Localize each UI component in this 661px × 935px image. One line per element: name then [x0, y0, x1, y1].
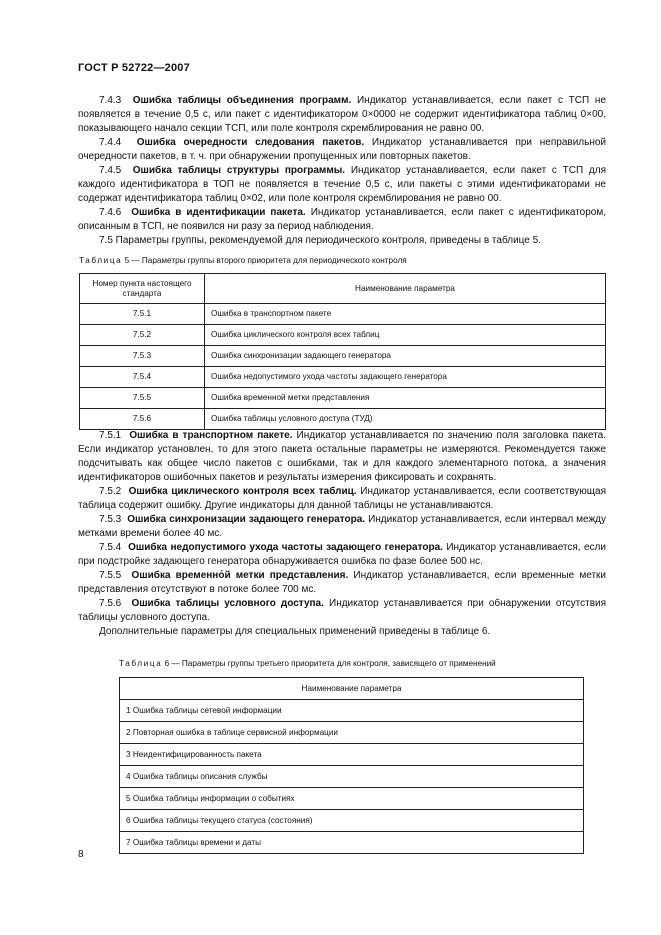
table5-cell-name: Ошибка недопустимого ухода частоты задающего генератора	[205, 367, 606, 388]
paragraph-7-4-5: 7.4.5 Ошибка таблицы структуры программы. Индикатор устанавливается, если пакет с ТСП для каждого идентификатора в ТОП не появляется в течение 0,5 с, или пакеты с этими идентификаторами не содержат идентификатора таблиц 0×02, или поле контроля скремблирования не равно 00.	[78, 165, 607, 204]
paragraph-7-5-6: 7.5.6 Ошибка таблицы условного доступа. Индикатор устанавливается при обнаружении отсутствия таблицы условного доступа.	[78, 598, 607, 623]
table5-cell-name: Ошибка синхронизации задающего генератора	[205, 346, 606, 367]
table-row	[80, 388, 606, 409]
paragraph-7-5-4: 7.5.4 Ошибка недопустимого ухода частоты задающего генератора. Индикатор устанавливается, если при подстройке задающего генератора обнаруживается ошибка по фазе более 500 нс.	[78, 542, 606, 567]
table-row	[80, 367, 606, 388]
table5-col1-header: Номер пункта настоящего стандарта	[80, 274, 205, 304]
paragraph-7-4-4: 7.4.4 Ошибка очередности следования пакетов. Индикатор устанавливается при неправильной очередности пакетов, в т. ч. при обнаружении пропущенных или повторных пакетов.	[78, 137, 607, 162]
table6-cell: 1 Ошибка таблицы сетевой информации	[120, 700, 584, 722]
table5-cell-name: Ошибка временной метки представления	[205, 388, 606, 409]
table5-cell-num: 7.5.4	[80, 367, 205, 388]
table5-cell-num: 7.5.6	[80, 409, 205, 430]
table-row	[80, 325, 606, 346]
paragraph-7-5: 7.5 Параметры группы, рекомендуемой для периодического контроля, приведены в таблице 5.	[99, 235, 541, 246]
section-7-5-block	[78, 429, 606, 639]
table-row	[120, 722, 584, 744]
paragraph-7-5-3: 7.5.3 Ошибка синхронизации задающего генератора. Индикатор устанавливается, если интервал между метками времени более 40 мс.	[78, 514, 606, 539]
table5-cell-name: Ошибка в транспортном пакете	[205, 304, 606, 325]
document-id: ГОСТ Р 52722—2007	[78, 62, 190, 74]
table6-cell: 4 Ошибка таблицы описания службы	[120, 766, 584, 788]
table6	[119, 677, 584, 854]
table5	[79, 273, 606, 430]
table-row	[120, 766, 584, 788]
table-row	[120, 788, 584, 810]
table-row	[120, 744, 584, 766]
paragraph-additional: Дополнительные параметры для специальных применений приведены в таблице 6.	[99, 626, 491, 637]
table5-cell-num: 7.5.5	[80, 388, 205, 409]
table5-header-row	[80, 274, 606, 304]
table5-cell-num: 7.5.3	[80, 346, 205, 367]
table5-col2-header: Наименование параметра	[205, 274, 606, 304]
table5-cell-num: 7.5.1	[80, 304, 205, 325]
page-number: 8	[78, 849, 84, 860]
table-row	[80, 409, 606, 430]
table5-cell-name: Ошибка таблицы условного доступа (ТУД)	[205, 409, 606, 430]
table6-cell: 5 Ошибка таблицы информации о событиях	[120, 788, 584, 810]
table-row	[120, 832, 584, 854]
paragraph-7-4-3: 7.4.3 Ошибка таблицы объединения программ. Индикатор устанавливается, если пакет с ТСП не появляется в течение 0,5 с, или пакет с идентификатором 0×0000 не содержит идентификатора таблиц 0×00, показывающего начало секции ТСП, или поле контроля скремблирования не равно 00.	[78, 95, 607, 134]
table6-header-row	[120, 678, 584, 700]
paragraph-7-4-6: 7.4.6 Ошибка в идентификации пакета. Индикатор устанавливается, если пакет с идентификатором, описанным в ТСП, не появился ни разу за период наблюдения.	[78, 207, 606, 232]
table6-caption: Таблица 6 — Параметры группы третьего приоритета для контроля, зависящего от применений	[119, 659, 496, 668]
table-row	[80, 346, 606, 367]
table5-cell-name: Ошибка циклического контроля всех таблиц	[205, 325, 606, 346]
paragraph-7-5-2: 7.5.2 Ошибка циклического контроля всех таблиц. Индикатор устанавливается, если соответствующая таблица содержит ошибку. Другие индикаторы для данной таблицы не устанавливаются.	[78, 486, 607, 511]
table6-header: Наименование параметра	[120, 678, 584, 700]
table-row	[120, 810, 584, 832]
table5-caption: Таблица 5 — Параметры группы второго приоритета для периодического контроля	[79, 256, 407, 265]
table-row	[80, 304, 606, 325]
table5-cell-num: 7.5.2	[80, 325, 205, 346]
section-7-4-block	[78, 94, 606, 248]
paragraph-7-5-5: 7.5.5 Ошибка временно́й метки представления. Индикатор устанавливается, если временные метки представления отсутствуют в потоке более 700 мс.	[78, 570, 606, 595]
table6-cell: 6 Ошибка таблицы текущего статуса (состояния)	[120, 810, 584, 832]
table6-cell: 3 Неидентифицированность пакета	[120, 744, 584, 766]
table6-cell: 2 Повторная ошибка в таблице сервисной информации	[120, 722, 584, 744]
table6-cell: 7 Ошибка таблицы времени и даты	[120, 832, 584, 854]
paragraph-7-5-1: 7.5.1 Ошибка в транспортном пакете. Индикатор устанавливается по значению поля заголовка пакета. Если индикатор установлен, то для этого пакета остальные параметры не измеряются. Рекомендуется также подсчитывать как общее число пакетов с ошибками, так и для каждого элементарного потока, а значения идентификаторов ошибочных пакетов и результаты измерения фиксировать и сохранять.	[78, 430, 607, 483]
table-row	[120, 700, 584, 722]
